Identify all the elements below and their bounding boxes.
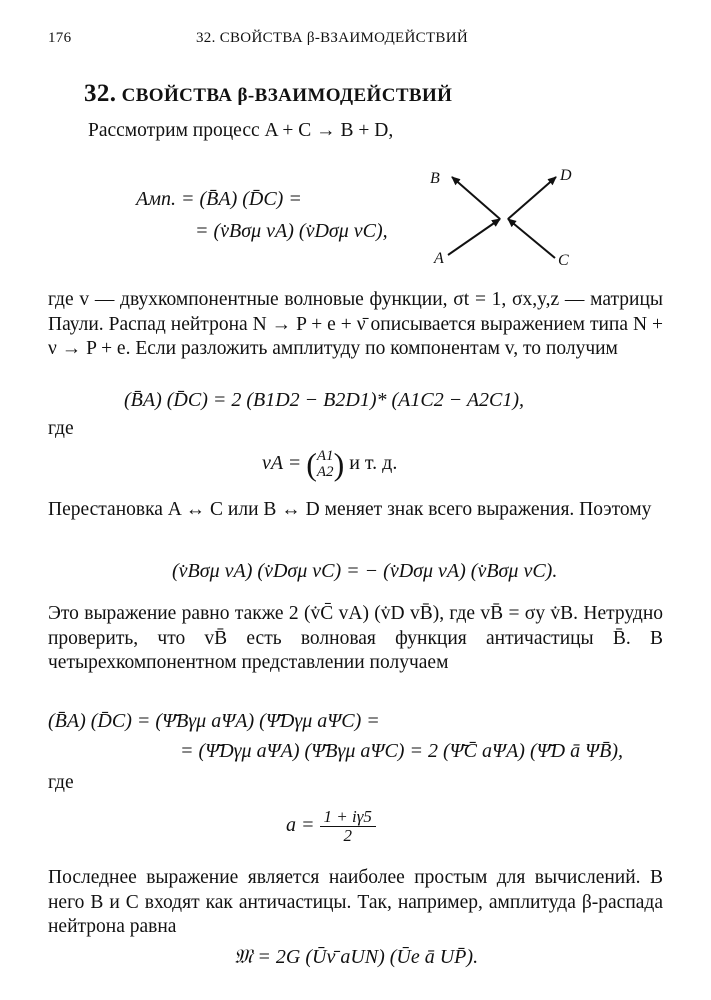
paragraph-3: Это выражение равно также 2 (v̇C̄ vA) (v̇D vB̄), где vB̄ = σy v̇B. Нетрудно проверить, что vB̄ есть волновая функция античастицы B̄. В четырехкомпонентном представлении получаем [48,603,663,673]
equation-3: (v̇Bσμ vA) (v̇Dσμ vC) = − (v̇Dσμ vA) (v̇Bσμ vC). [172,560,558,582]
paragraph-2: Перестановка A ↔ C или B ↔ D меняет знак всего выражения. Поэтому [48,499,652,520]
equation-5 [286,808,376,845]
running-title: 32. СВОЙСТВА β-ВЗАИМОДЕЙСТВИЙ [196,30,468,46]
line-a-incoming [448,219,500,255]
amplitude-equation-line2: = (v̇Bσμ vA) (v̇Dσμ vC), [195,220,388,242]
label-a: A [434,250,444,267]
line-d-outgoing [508,177,556,219]
amplitude-equation-line1: Амп. = (B̄A) (D̄C) = [136,188,302,210]
equation-2: vA = ( A1 A2 ) и т. д. [262,446,398,482]
where-label-1: где [48,418,74,439]
equation-5-denominator: 2 [343,825,352,845]
equation-2-suffix: и т. д. [349,452,398,475]
label-d: D [560,167,572,184]
interaction-diagram [420,155,610,285]
equation-5-numerator: 1 + iγ5 [320,808,376,827]
page-number: 176 [48,30,72,46]
equation-2-lhs: vA = [262,452,302,475]
equation-4-line1: (B̄A) (D̄C) = (Ψ̄Bγμ aΨA) (Ψ̄Dγμ aΨC) = [48,710,380,732]
vector-top: A1 [316,447,334,464]
equation-5-lhs: a = [286,813,315,836]
equation-4-line2: = (Ψ̄Dγμ aΨA) (Ψ̄Bγμ aΨC) = 2 (Ψ̄C̄ aΨA) (Ψ̄D ā ΨB̄), [180,740,624,762]
where-label-2: где [48,772,74,793]
equation-6: 𝔐 = 2G (Ūν̄ aUN) (Ūe ā UP̄). [234,946,479,968]
equation-1: (B̄A) (D̄C) = 2 (B1D2 − B2D1)* (A1C2 − A2C1), [124,389,525,411]
line-b-outgoing [452,177,500,219]
paragraph-4: Последнее выражение является наиболее простым для вычислений. В него B и C входят как античастицы. Так, например, амплитуда β-распада нейтрона равна [48,867,663,937]
section-title: СВОЙСТВА β-ВЗАИМОДЕЙСТВИЙ [121,85,453,106]
section-number: 32. [84,80,117,107]
section-heading [84,80,452,108]
label-c: C [558,252,569,269]
paragraph-1: где v — двухкомпонентные волновые функции, σt = 1, σx,y,z — матрицы Паули. Распад нейтрона N → P + e + ν̄ описывается выражением типа N + ν → P + e. Если разложить амплитуду по компонентам v, то получим [48,289,663,359]
label-b: B [430,170,440,187]
line-c-incoming [508,219,555,258]
vector-bottom: A2 [316,463,334,480]
intro-text: Рассмотрим процесс A + C → B + D, [88,120,394,141]
